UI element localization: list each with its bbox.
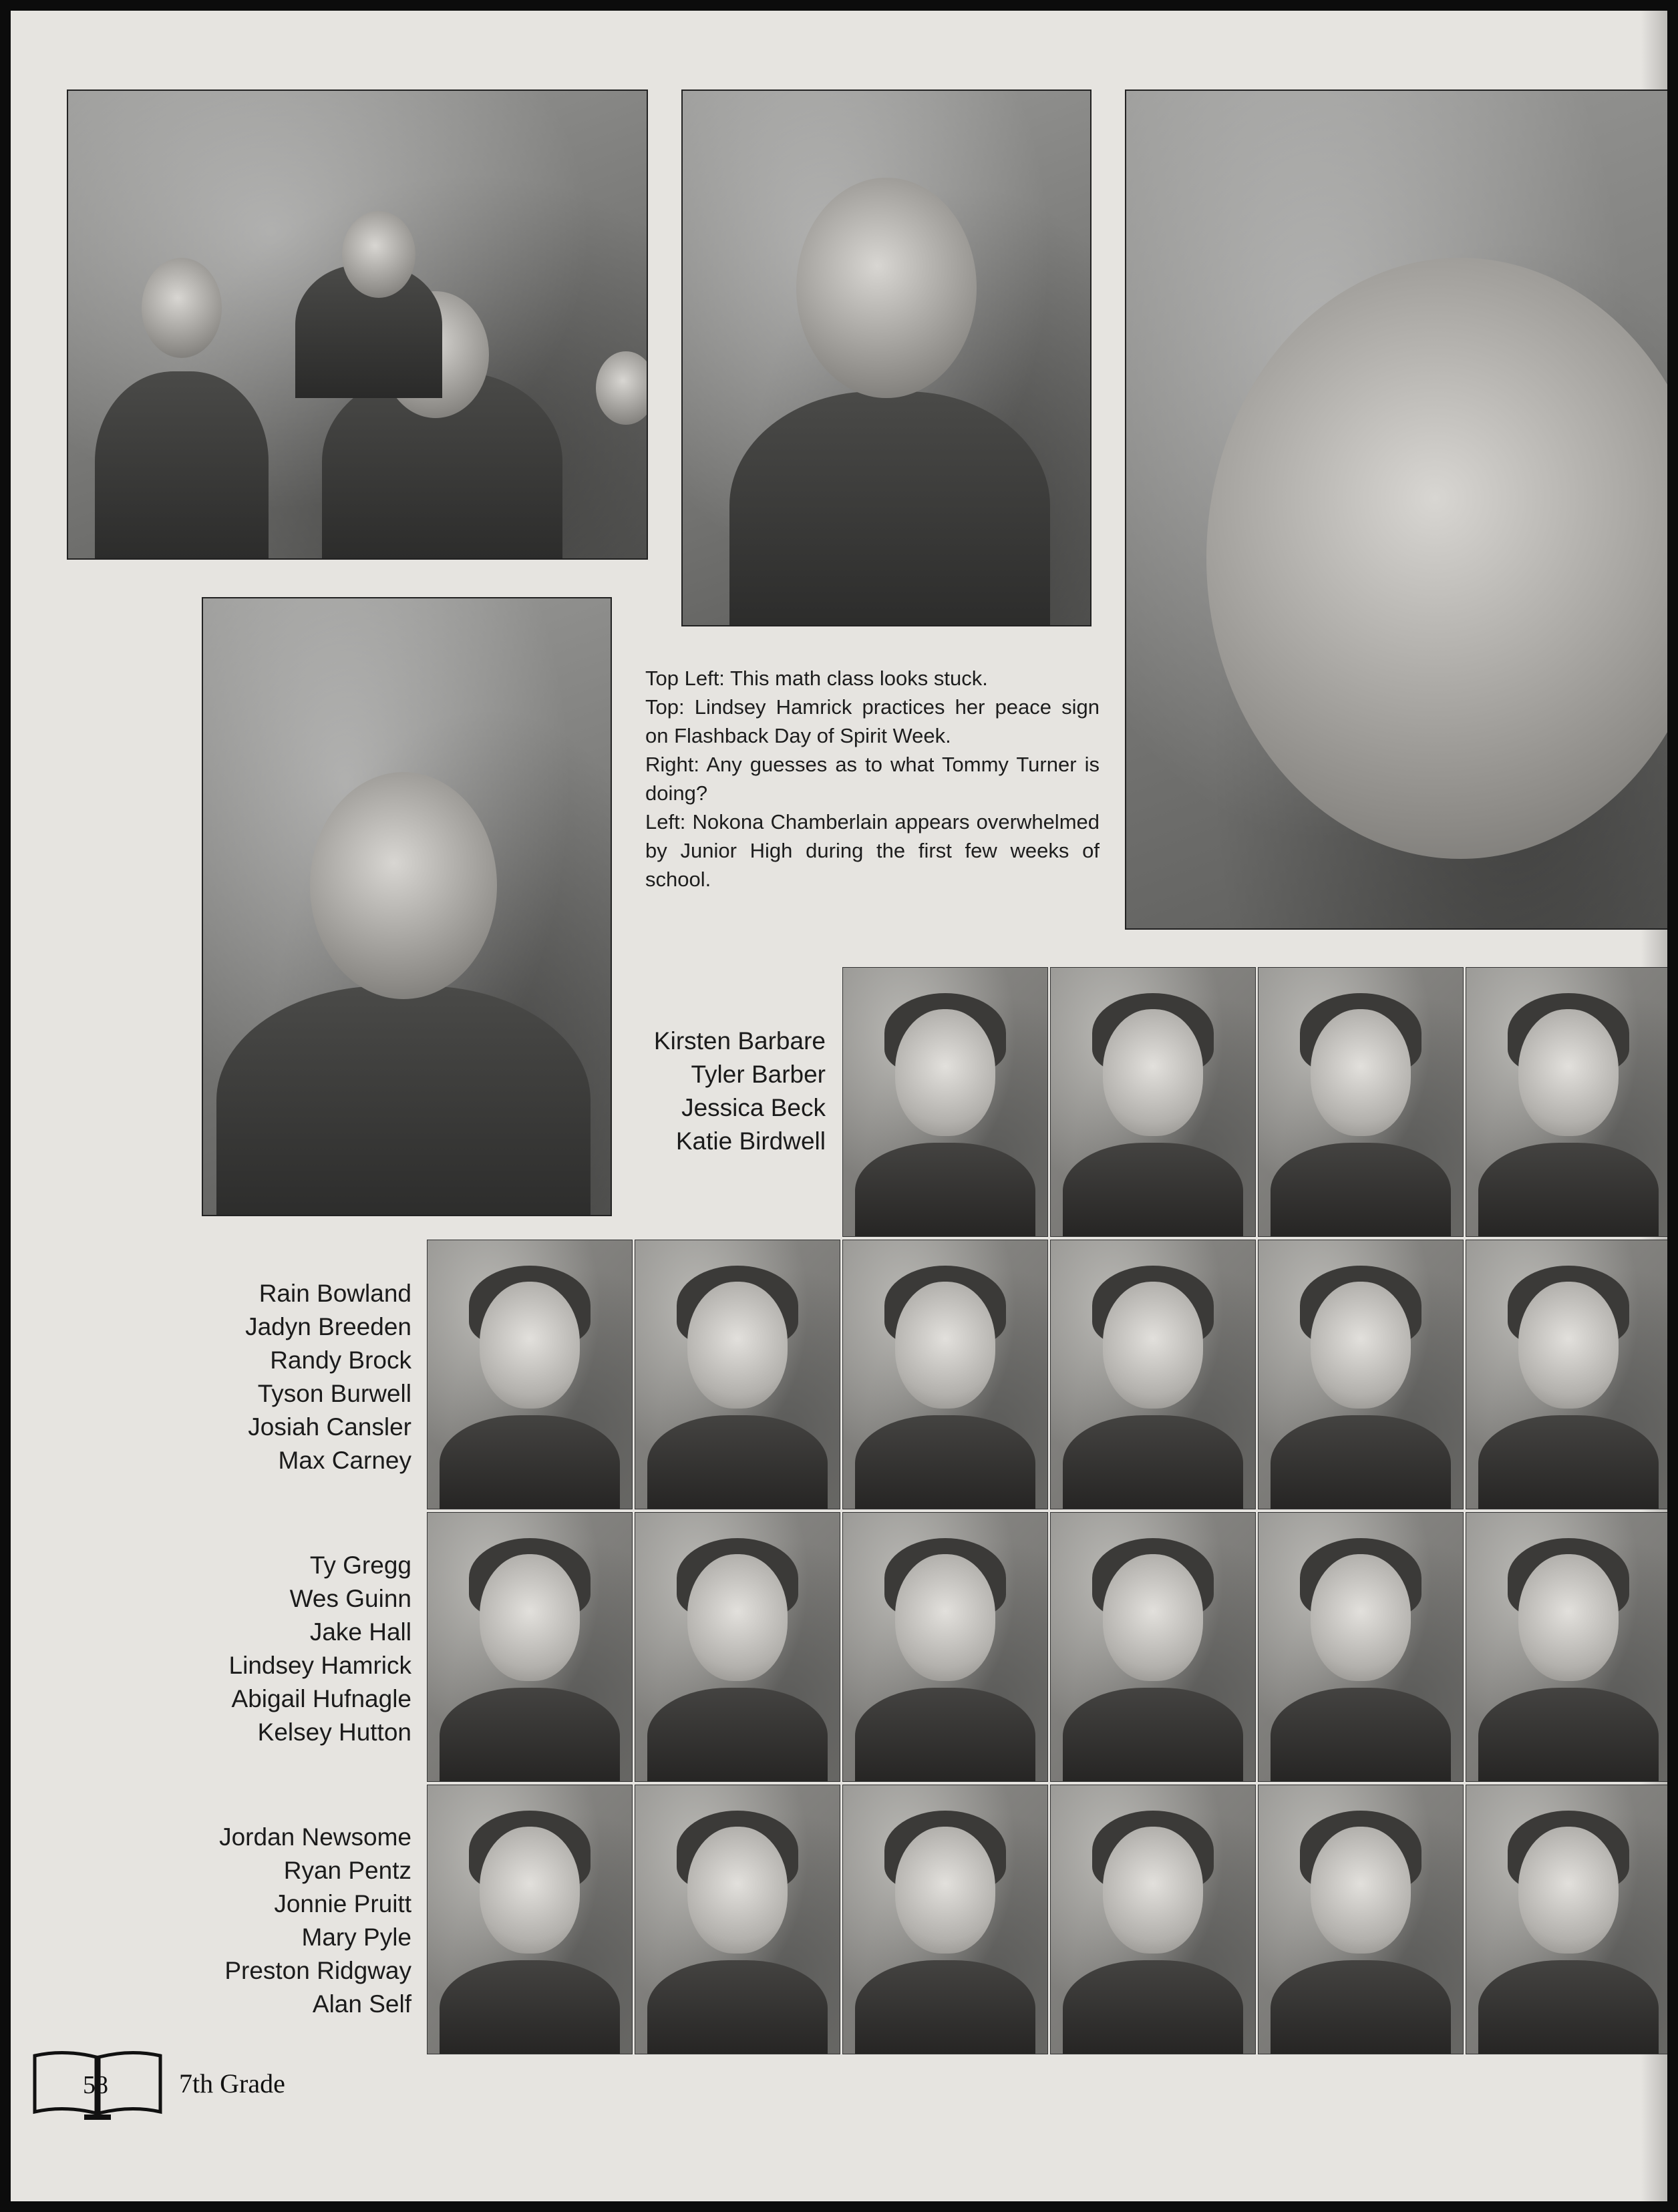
student-name: Jordan Newsome xyxy=(219,1823,411,1851)
section-title: 7th Grade xyxy=(179,2068,285,2098)
student-name: Jonnie Pruitt xyxy=(274,1890,411,1917)
page-folio xyxy=(31,2048,164,2121)
student-name: Tyson Burwell xyxy=(257,1380,411,1407)
student-name: Ty Gregg xyxy=(309,1551,411,1579)
caption-right: Right: Any guesses as to what Tommy Turner is doing? xyxy=(645,753,1100,805)
student-name: Lindsey Hamrick xyxy=(228,1652,411,1679)
portrait xyxy=(1050,1512,1256,1782)
portrait xyxy=(842,1785,1048,2054)
student-name: Tyler Barber xyxy=(691,1061,826,1088)
portrait xyxy=(635,1512,840,1782)
portrait xyxy=(427,1512,633,1782)
student-name: Jadyn Breeden xyxy=(245,1313,411,1340)
portrait xyxy=(842,967,1048,1237)
portrait xyxy=(842,1512,1048,1782)
yearbook-page xyxy=(11,11,1667,2201)
page-number: 58 xyxy=(83,2071,108,2099)
student-name: Jake Hall xyxy=(309,1618,411,1646)
portrait xyxy=(842,1240,1048,1509)
portrait xyxy=(1466,967,1667,1237)
photo-right xyxy=(1125,89,1667,930)
caption-top-left: Top Left: This math class looks stuck. xyxy=(645,667,988,690)
portrait xyxy=(1258,1240,1464,1509)
student-name: Kelsey Hutton xyxy=(257,1718,411,1746)
student-name: Randy Brock xyxy=(270,1346,411,1374)
photo-top xyxy=(681,89,1092,626)
name-list-row-4 xyxy=(198,1821,411,2021)
caption-top: Top: Lindsey Hamrick practices her peace sign on Flashback Day of Spirit Week. xyxy=(645,695,1100,747)
portrait xyxy=(1258,1785,1464,2054)
portrait xyxy=(427,1785,633,2054)
student-name: Ryan Pentz xyxy=(283,1857,411,1884)
photo-top-left xyxy=(67,89,648,560)
portrait xyxy=(635,1785,840,2054)
student-name: Abigail Hufnagle xyxy=(231,1685,411,1712)
caption-left: Left: Nokona Chamberlain appears overwhelmed by Junior High during the first few weeks of school. xyxy=(645,810,1100,891)
portrait xyxy=(1258,967,1464,1237)
student-name: Preston Ridgway xyxy=(224,1957,411,1984)
name-list-row-3 xyxy=(198,1549,411,1749)
name-list-row-2 xyxy=(198,1277,411,1477)
portrait xyxy=(1050,1240,1256,1509)
portrait xyxy=(1050,967,1256,1237)
photo-left xyxy=(202,597,612,1216)
student-name: Katie Birdwell xyxy=(675,1127,826,1155)
student-name: Wes Guinn xyxy=(289,1585,411,1612)
student-name: Josiah Cansler xyxy=(248,1413,411,1441)
student-name: Rain Bowland xyxy=(259,1280,411,1307)
student-name: Max Carney xyxy=(278,1447,411,1474)
portrait xyxy=(1466,1512,1667,1782)
portrait xyxy=(1466,1240,1667,1509)
student-name: Jessica Beck xyxy=(681,1094,826,1121)
student-name: Kirsten Barbare xyxy=(653,1027,826,1055)
portrait xyxy=(1050,1785,1256,2054)
student-name: Alan Self xyxy=(312,1990,411,2018)
photo-captions xyxy=(645,664,1100,894)
portrait xyxy=(1258,1512,1464,1782)
portrait xyxy=(1466,1785,1667,2054)
student-name: Mary Pyle xyxy=(301,1923,411,1951)
portrait xyxy=(427,1240,633,1509)
portrait xyxy=(635,1240,840,1509)
name-list-row-1 xyxy=(612,1025,826,1158)
